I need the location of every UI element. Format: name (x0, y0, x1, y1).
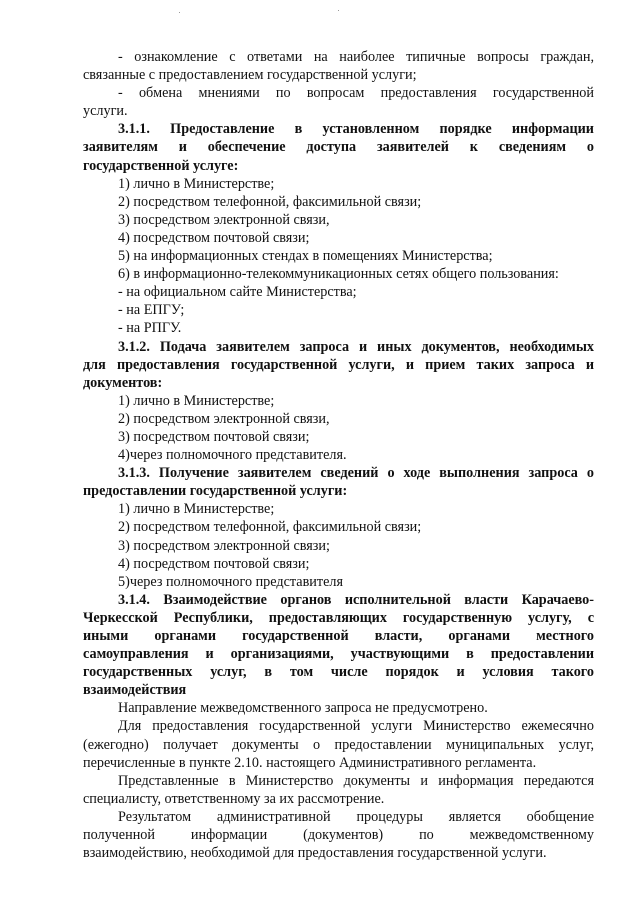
text-line: - на официальном сайте Министерства; (118, 284, 357, 301)
text-line: перечисленные в пункте 2.10. настоящего Административного регламента. (83, 754, 537, 771)
text-line: Направление межведомственного запроса не предусмотрено. (118, 700, 488, 717)
text-line: 5) на информационных стендах в помещениях Министерства; (118, 248, 493, 265)
section-heading-line: заявителям и обеспечение доступа заявителей к сведениям о (83, 139, 594, 156)
section-heading-line: 3.1.3. Получение заявителем сведений о ходе выполнения запроса о (118, 465, 594, 482)
text-line: Результатом административной процедуры является обобщение (118, 808, 594, 825)
text-line: 6) в информационно-телекоммуникационных сетях общего пользования: (118, 266, 559, 283)
section-heading-line: государственных услуг, в том числе порядок и условия такого (83, 664, 594, 681)
section-heading-line: иными органами государственной власти, органами местного (83, 628, 594, 644)
text-line: 2) посредством телефонной, факсимильной связи; (118, 519, 422, 536)
scan-speck (338, 10, 339, 11)
text-line: - ознакомление с ответами на наиболее типичные вопросы граждан, (118, 49, 594, 65)
section-heading-line: самоуправления и организациями, участвующими в предоставлении (83, 646, 594, 663)
text-line: 4)через полномочного представителя. (118, 447, 347, 464)
text-line: 4) посредством почтовой связи; (118, 229, 310, 246)
text-line: 3) посредством почтовой связи; (118, 428, 310, 445)
section-heading-line: 3.1.1. Предоставление в установленном порядке информации (118, 121, 594, 138)
text-line: 3) посредством электронной связи, (118, 211, 330, 228)
text-line: взаимодействию, необходимой для предоставления государственной услуги. (83, 845, 547, 862)
text-line: 1) лично в Министерстве; (118, 175, 275, 192)
text-line: - обмена мнениями по вопросам предоставления государственной (118, 85, 594, 102)
section-heading-line: 3.1.4. Взаимодействие органов исполнительной власти Карачаево- (118, 591, 594, 608)
section-heading-line: взаимодействия (83, 682, 187, 699)
section-heading-line: 3.1.2. Подача заявителем запроса и иных документов, необходимых (118, 338, 594, 355)
section-heading-line: документов: (83, 374, 163, 391)
text-line: 2) посредством телефонной, факсимильной связи; (118, 193, 422, 210)
text-line: 1) лично в Министерстве; (118, 392, 275, 409)
text-line: связанные с предоставлением государственной услуги; (83, 67, 417, 84)
text-line: 3) посредством электронной связи; (118, 537, 330, 554)
text-line: 1) лично в Министерстве; (118, 501, 275, 518)
section-heading-line: государственной услуге: (83, 157, 239, 174)
text-line: (ежегодно) получает документы о предоставлении муниципальных услуг, (83, 736, 594, 753)
text-line: услуги. (83, 103, 128, 120)
text-line: 2) посредством электронной связи, (118, 410, 330, 427)
text-line: полученной информации (документов) по межведомственному (83, 827, 594, 844)
text-line: - на РПГУ. (118, 320, 182, 337)
section-heading-line: Черкесской Республики, предоставляющих государственную услугу, с (83, 609, 594, 626)
text-line: 5)через полномочного представителя (118, 573, 343, 590)
text-line: Представленные в Министерство документы и информация передаются (118, 772, 594, 789)
text-line: 4) посредством почтовой связи; (118, 555, 310, 572)
text-line: специалисту, ответственному за их рассмотрение. (83, 790, 385, 807)
section-heading-line: предоставлении государственной услуги: (83, 483, 348, 500)
section-heading-line: для предоставления государственной услуги, и прием таких запроса и (83, 356, 594, 373)
scan-speck (179, 12, 180, 13)
text-line: - на ЕПГУ; (118, 302, 185, 319)
document-body (83, 48, 594, 862)
text-line: Для предоставления государственной услуги Министерство ежемесячно (118, 718, 594, 735)
